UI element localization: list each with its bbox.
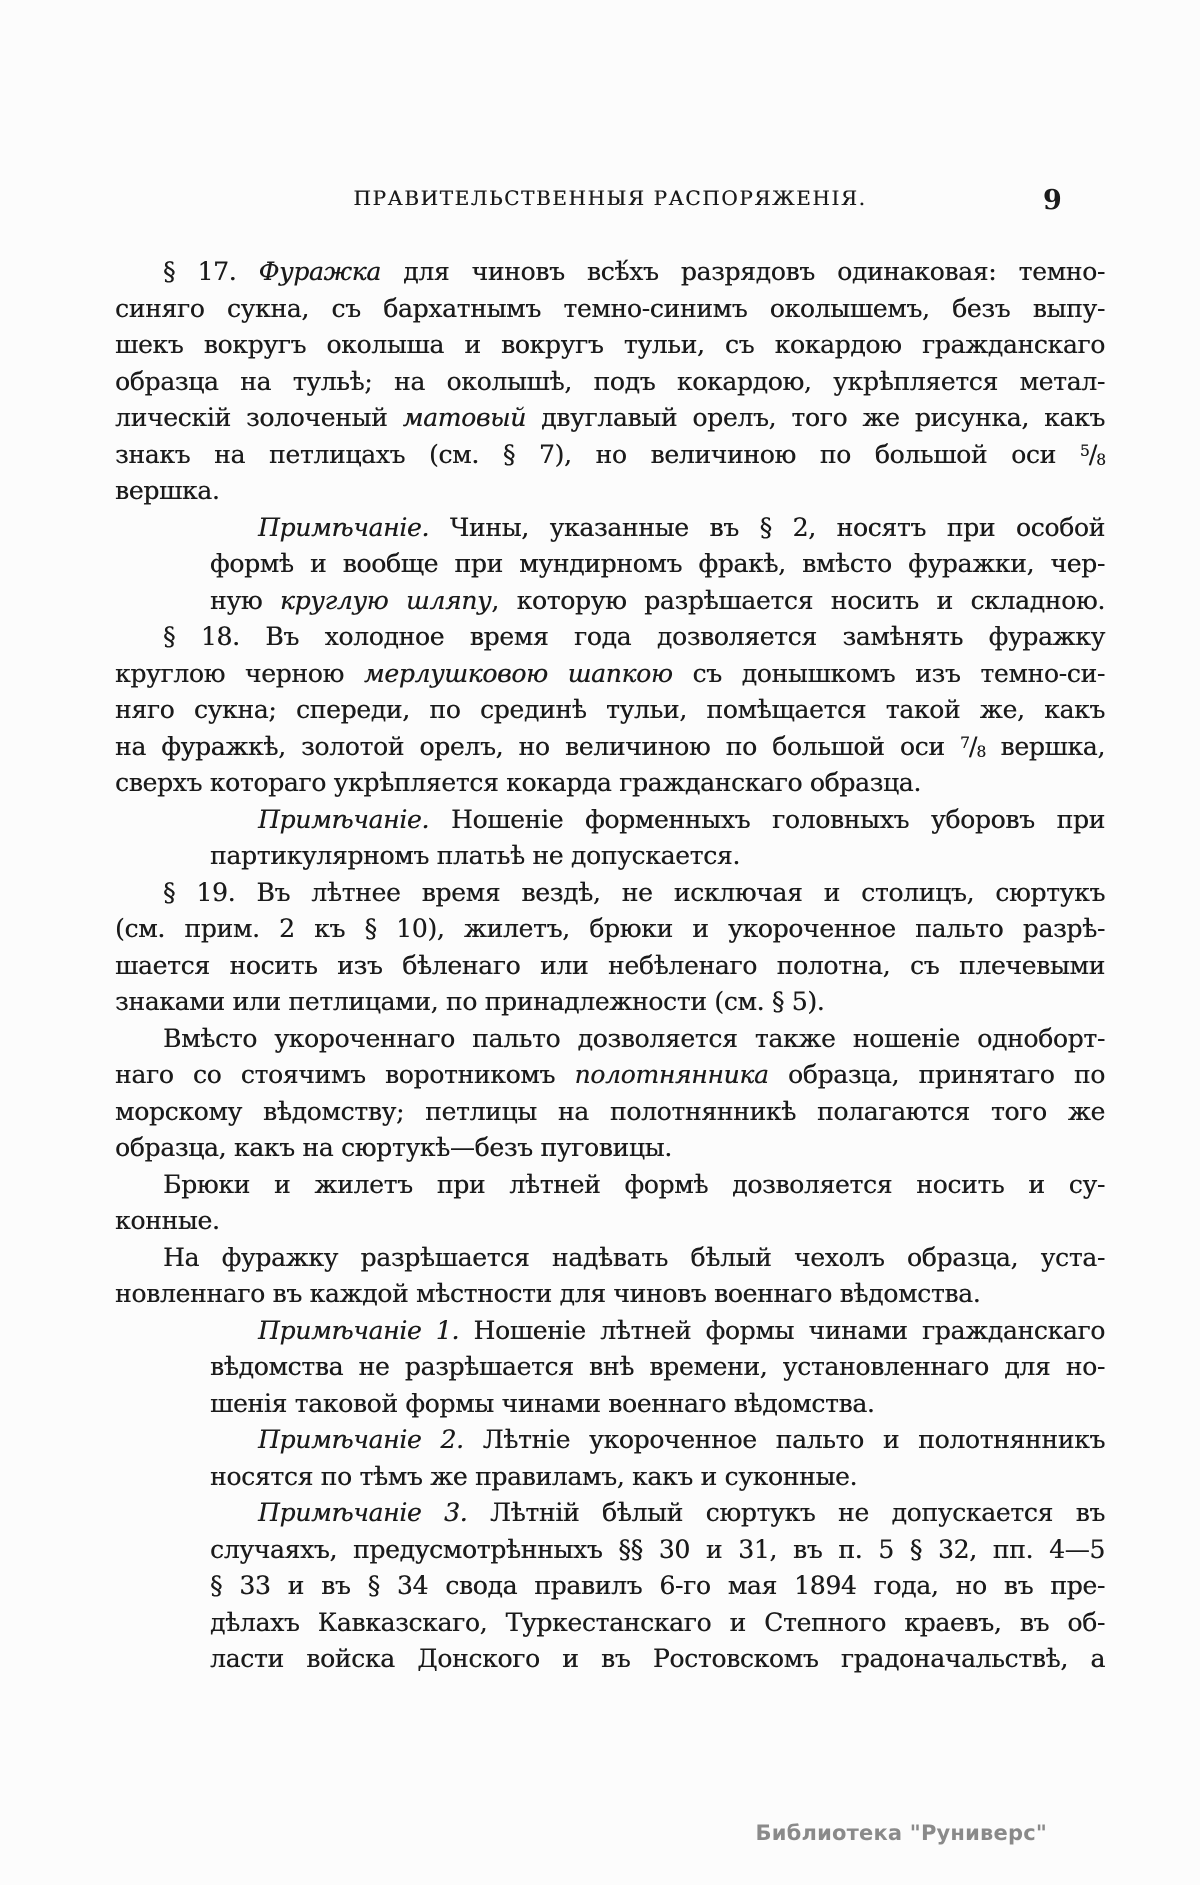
text-run: вѣдомства не разрѣшается внѣ времени, установленнаго для но-	[210, 1352, 1105, 1381]
text-run: образца, принятаго по	[768, 1060, 1105, 1089]
text-run: шается носить изъ бѣленаго или небѣленаго полотна, съ плечевыми	[115, 950, 1105, 980]
text-run: для чиновъ всѣ́хъ разрядовъ одинаковая: темно-	[380, 257, 1105, 286]
italic-text-run: Примѣчаніе.	[258, 512, 430, 542]
text-run: вершка.	[115, 476, 220, 505]
page-number: 9	[1043, 185, 1062, 216]
text-line	[115, 400, 1105, 437]
text-line	[115, 692, 1105, 729]
text-line	[115, 1057, 1105, 1094]
italic-text-run: мерлушковою шапкою	[363, 658, 673, 688]
italic-text-run: Примѣчаніе.	[258, 804, 430, 834]
text-line	[210, 1422, 1105, 1459]
text-run: Вмѣсто укороченнаго пальто дозволяется также ношеніе одноборт-	[163, 1023, 1105, 1053]
text-block	[115, 254, 1105, 1678]
text-line	[115, 656, 1105, 693]
text-line	[210, 802, 1105, 839]
text-run: § 19. Въ лѣтнее время вездѣ, не исключая и столицъ, сюртукъ	[163, 877, 1105, 907]
text-run: няго сукна; спереди, по срединѣ тульи, помѣщается такой же, какъ	[115, 695, 1105, 724]
text-line	[115, 765, 1105, 802]
text-run: знаками или петлицами, по принадлежности (см. § 5).	[115, 987, 825, 1016]
text-run: , которую разрѣшается носить и складною.	[491, 585, 1105, 615]
text-run: Чины, указанные въ § 2, носятъ при особой	[429, 512, 1105, 542]
text-run: случаяхъ, предусмотрѣнныхъ §§ 30 и 31, въ п. 5 § 32, пп. 4—5	[210, 1534, 1105, 1564]
text-run: носятся по тѣмъ же правиламъ, какъ и суконные.	[210, 1461, 858, 1491]
text-run: партикулярномъ платьѣ не допускается.	[210, 841, 740, 870]
text-run: лическій золоченый	[115, 403, 403, 432]
text-line	[115, 911, 1105, 948]
text-line	[210, 546, 1105, 583]
text-run: вершка,	[985, 731, 1105, 761]
text-run: конные.	[115, 1206, 220, 1235]
text-line	[210, 1495, 1105, 1532]
text-run: (см. прим. 2 къ § 10), жилетъ, брюки и укороченное пальто разрѣ-	[115, 914, 1105, 943]
text-line	[210, 1349, 1105, 1386]
italic-text-run: полотнянника	[574, 1060, 769, 1089]
text-run: двуглавый орелъ, того же рисунка, какъ	[525, 403, 1105, 432]
library-watermark: Библиотека "Руниверс"	[755, 1821, 1047, 1845]
text-run: Ношеніе лѣтней формы чинами гражданскаго	[459, 1315, 1105, 1345]
text-run: Брюки и жилетъ при лѣтней формѣ дозволяется носить и су-	[163, 1169, 1105, 1199]
text-line	[115, 1276, 1105, 1313]
text-line	[210, 1459, 1105, 1496]
text-run: § 18. Въ холодное время года дозволяется замѣнять фуражку	[163, 622, 1105, 651]
text-run: Лѣтній бѣлый сюртукъ не допускается въ	[467, 1498, 1105, 1527]
header-title: ПРАВИТЕЛЬСТВЕННЫЯ РАСПОРЯЖЕНІЯ.	[353, 186, 867, 210]
text-line	[115, 327, 1105, 364]
text-run: синяго сукна, съ бархатнымъ темно-синимъ околышемъ, безъ выпу-	[115, 293, 1105, 323]
text-line	[115, 1130, 1105, 1167]
text-line	[115, 948, 1105, 985]
italic-text-run: Примѣчаніе 1.	[258, 1315, 460, 1345]
text-line	[210, 1532, 1105, 1569]
text-run: формѣ и вообще при мундирномъ фракѣ, вмѣсто фуражки, чер-	[210, 549, 1105, 578]
text-line	[115, 364, 1105, 401]
text-line	[115, 1021, 1105, 1058]
text-line	[210, 510, 1105, 547]
fraction: $^5/_8$	[1079, 439, 1105, 469]
text-line	[210, 838, 1105, 875]
text-line	[115, 729, 1105, 766]
text-line	[115, 984, 1105, 1021]
text-line	[210, 583, 1105, 620]
text-run: Ношеніе форменныхъ головныхъ уборовъ при	[429, 804, 1105, 834]
text-line	[115, 1167, 1105, 1204]
text-run: Лѣтніе укороченное пальто и полотнянникъ	[463, 1425, 1105, 1454]
text-line	[210, 1313, 1105, 1350]
text-run: морскому вѣдомству; петлицы на полотнянникѣ полагаются того же	[115, 1096, 1105, 1126]
running-header	[115, 186, 1105, 210]
fraction: $^7/_8$	[960, 731, 986, 761]
text-line	[115, 254, 1105, 291]
text-line	[210, 1568, 1105, 1605]
text-line	[115, 291, 1105, 328]
text-run: ную	[210, 585, 280, 615]
italic-text-run: Примѣчаніе 3.	[258, 1498, 468, 1527]
text-line	[210, 1641, 1105, 1678]
italic-text-run: матовый	[402, 403, 526, 432]
text-run: образца, какъ на сюртукѣ—безъ пуговицы.	[115, 1133, 672, 1162]
text-run: съ донышкомъ изъ темно-си-	[672, 658, 1105, 688]
text-run: ласти войска Донского и въ Ростовскомъ градоначальствѣ, а	[210, 1644, 1105, 1673]
text-run: § 17.	[163, 257, 259, 286]
text-run: § 33 и въ § 34 свода правилъ 6-го мая 1894 года, но въ пре-	[210, 1571, 1105, 1600]
text-line	[115, 619, 1105, 656]
text-run: круглою черною	[115, 658, 364, 688]
text-line	[115, 473, 1105, 510]
italic-text-run: круглую шляпу	[279, 585, 492, 615]
text-run: шекъ вокругъ околыша и вокругъ тульи, съ кокардою гражданскаго	[115, 330, 1105, 359]
italic-text-run: Фуражка	[258, 257, 381, 286]
text-line	[115, 1240, 1105, 1277]
italic-text-run: Примѣчаніе 2.	[258, 1425, 464, 1454]
text-run: новленнаго въ каждой мѣстности для чиновъ военнаго вѣдомства.	[115, 1279, 981, 1308]
text-run: знакъ на петлицахъ (см. § 7), но величиною по большой оси	[115, 439, 1080, 469]
text-line	[115, 1094, 1105, 1131]
text-run: на фуражкѣ, золотой орелъ, но величиною по большой оси	[115, 731, 960, 761]
text-run: шенія таковой формы чинами военнаго вѣдомства.	[210, 1388, 875, 1418]
text-line	[210, 1386, 1105, 1423]
text-run: дѣлахъ Кавказскаго, Туркестанскаго и Степного краевъ, въ об-	[210, 1607, 1105, 1637]
text-run: сверхъ котораго укрѣпляется кокарда гражданскаго образца.	[115, 768, 921, 797]
text-run: На фуражку разрѣшается надѣвать бѣлый чехолъ образца, уста-	[163, 1242, 1105, 1272]
text-run: наго со стоячимъ воротникомъ	[115, 1060, 575, 1089]
text-line	[210, 1605, 1105, 1642]
text-run: образца на тульѣ; на околышѣ, подъ кокардою, укрѣпляется метал-	[115, 366, 1105, 396]
text-line	[115, 1203, 1105, 1240]
text-line	[115, 875, 1105, 912]
text-line	[115, 437, 1105, 474]
